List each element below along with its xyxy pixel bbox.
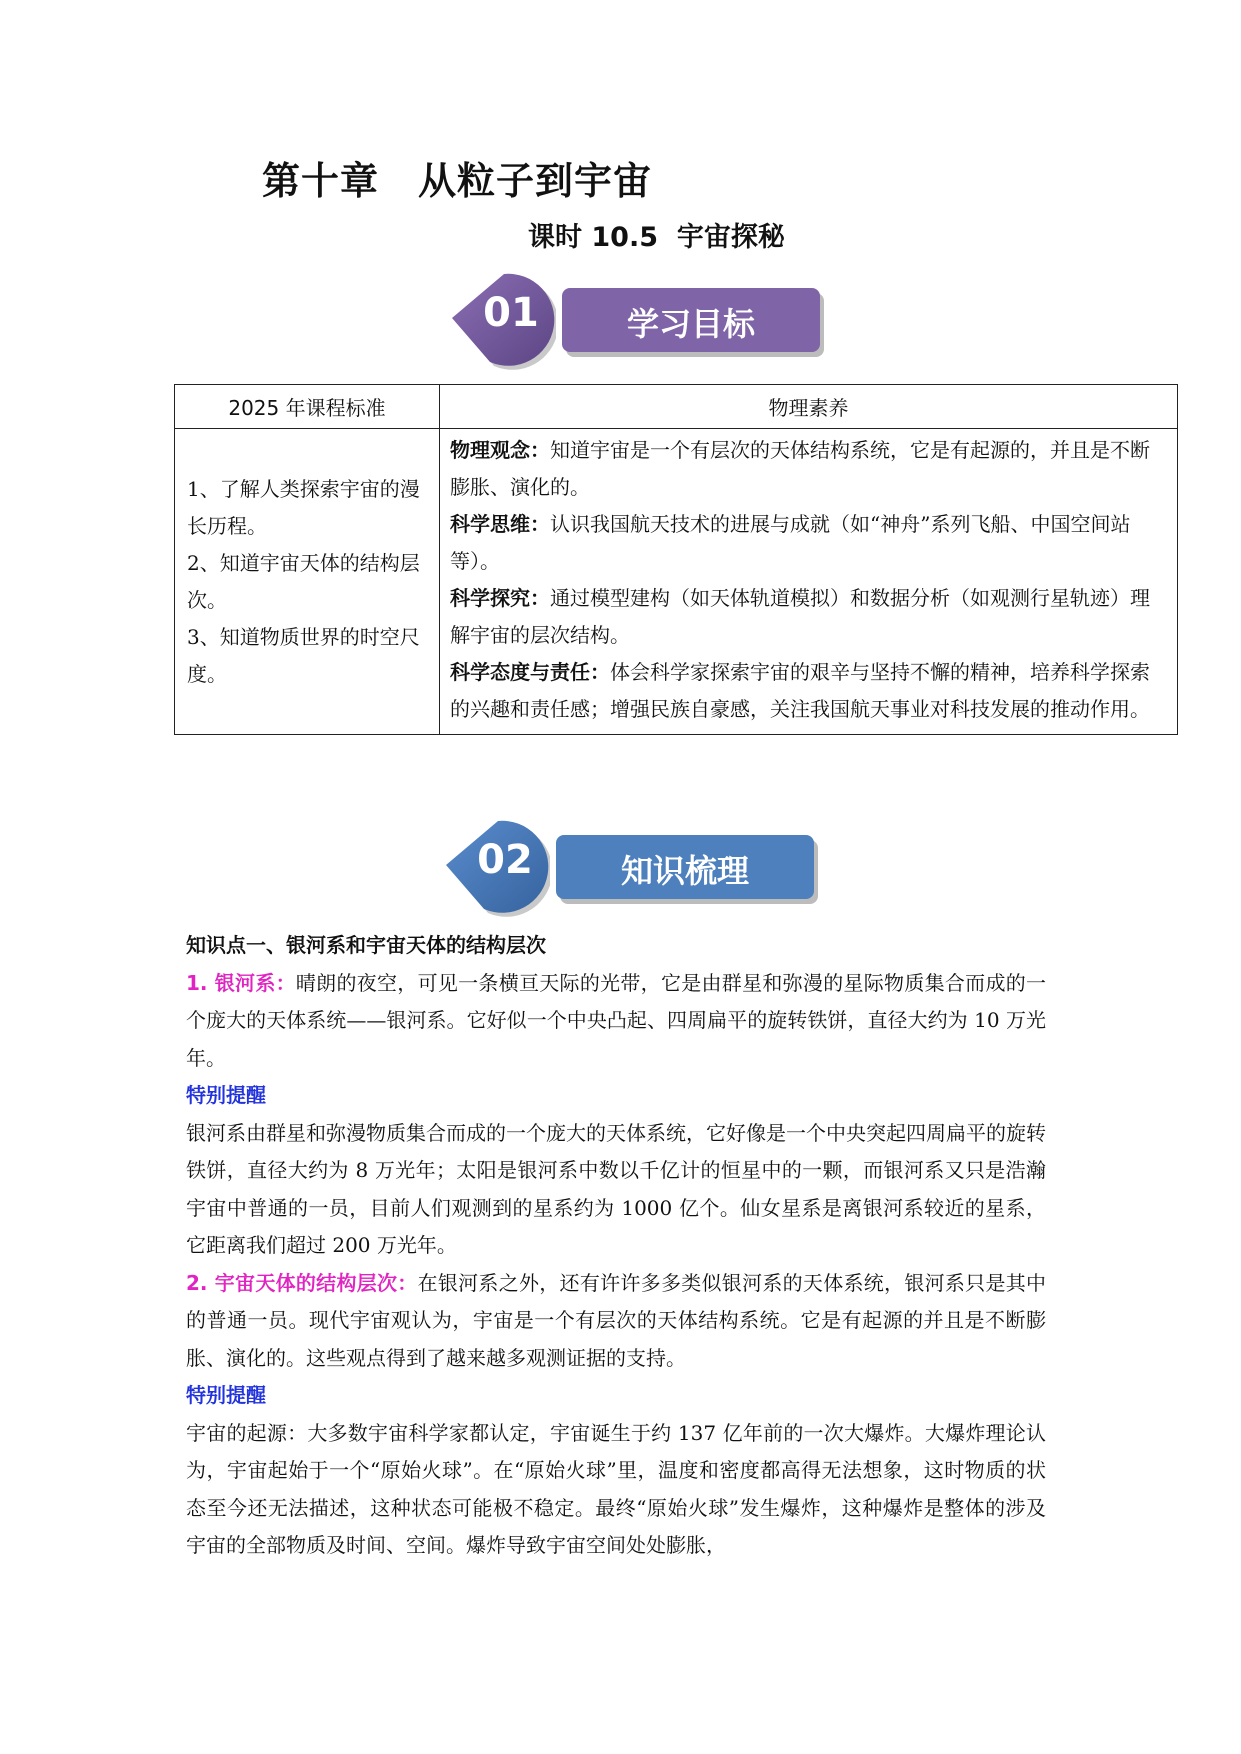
standard-item: 3、知道物质世界的时空尺度。 <box>187 624 420 686</box>
knowledge-point-heading: 知识点一、银河系和宇宙天体的结构层次 <box>186 933 546 957</box>
literacy-key: 科学思维： <box>450 512 550 536</box>
section-number: 02 <box>477 837 533 883</box>
section-label-bar <box>556 835 814 899</box>
knowledge-paragraph <box>186 965 1046 1078</box>
lesson-title: 课时 10.5 宇宙探秘 <box>528 222 785 253</box>
literacy-item <box>450 580 1167 654</box>
standards-cell <box>175 429 440 735</box>
reminder-text: 银河系由群星和弥漫物质集合而成的一个庞大的天体系统，它好像是一个中央突起四周扁平的旋转铁饼，直径大约为 8 万光年；太阳是银河系中数以千亿计的恒星中的一颗，而银河系又只是浩瀚宇宙中普通的一员，目前人们观测到的星系约为 1000 亿个。仙女星系是离银河系较近的星系，它距离我们超过 200 万光年。 <box>186 1120 1046 1257</box>
literacy-item <box>450 654 1167 728</box>
literacy-text: 知道宇宙是一个有层次的天体结构系统，它是有起源的，并且是不断膨胀、演化的。 <box>450 438 1150 499</box>
term-label: 2. 宇宙天体的结构层次： <box>186 1270 418 1295</box>
header-literacy: 物理素养 <box>440 385 1178 429</box>
section-label: 知识梳理 <box>620 852 749 890</box>
reminder-title: 特别提醒 <box>186 1083 266 1107</box>
standard-item: 1、了解人类探索宇宙的漫长历程。 <box>187 476 420 538</box>
paragraph-text: 晴朗的夜空，可见一条横亘天际的光带，它是由群星和弥漫的星际物质集合而成的一个庞大的天体系统——银河系。它好似一个中央凸起、四周扁平的旋转铁饼，直径大约为 10 万光年。 <box>186 970 1047 1070</box>
reminder-title: 特别提醒 <box>186 1383 266 1407</box>
literacy-key: 科学探究： <box>450 586 550 610</box>
paragraph-text: 在银河系之外，还有许许多多类似银河系的天体系统，银河系只是其中的普通一员。现代宇宙观认为，宇宙是一个有层次的天体结构系统。它是有起源的并且是不断膨胀、演化的。这些观点得到了越来越多观测证据的支持。 <box>186 1270 1047 1370</box>
literacy-text: 通过模型建构（如天体轨道模拟）和数据分析（如观测行星轨迹）理解宇宙的层次结构。 <box>450 586 1150 647</box>
chapter-title: 第十章 从粒子到宇宙 <box>262 159 653 203</box>
literacy-item <box>450 506 1167 580</box>
literacy-text: 体会科学家探索宇宙的艰辛与坚持不懈的精神，培养科学探索的兴趣和责任感；增强民族自豪感，关注我国航天事业对科技发展的推动作用。 <box>450 660 1150 721</box>
literacy-key: 物理观念： <box>450 438 550 462</box>
header-standards: 2025 年课程标准 <box>175 385 440 429</box>
literacy-cell <box>440 429 1178 735</box>
section-label: 学习目标 <box>626 305 755 343</box>
section-label-bar <box>562 288 820 352</box>
table-header-row <box>175 385 1178 429</box>
term-label: 1. 银河系： <box>186 970 296 995</box>
section-number: 01 <box>483 290 539 336</box>
literacy-key: 科学态度与责任： <box>450 660 610 684</box>
standard-item: 2、知道宇宙天体的结构层次。 <box>187 550 420 612</box>
table-row <box>175 429 1178 735</box>
literacy-text: 认识我国航天技术的进展与成就（如“神舟”系列飞船、中国空间站等）。 <box>450 512 1131 573</box>
objectives-table <box>174 384 1178 735</box>
reminder-text: 宇宙的起源：大多数宇宙科学家都认定，宇宙诞生于约 137 亿年前的一次大爆炸。大爆炸理论认为，宇宙起始于一个“原始火球”。在“原始火球”里，温度和密度都高得无法想象，这时物质的状态至今还无法描述，这种状态可能极不稳定。最终“原始火球”发生爆炸，这种爆炸是整体的涉及宇宙的全部物质及时间、空间。爆炸导致宇宙空间处处膨胀， <box>186 1420 1046 1557</box>
knowledge-paragraph <box>186 1265 1046 1378</box>
literacy-item <box>450 432 1167 506</box>
knowledge-content <box>186 927 1046 1565</box>
